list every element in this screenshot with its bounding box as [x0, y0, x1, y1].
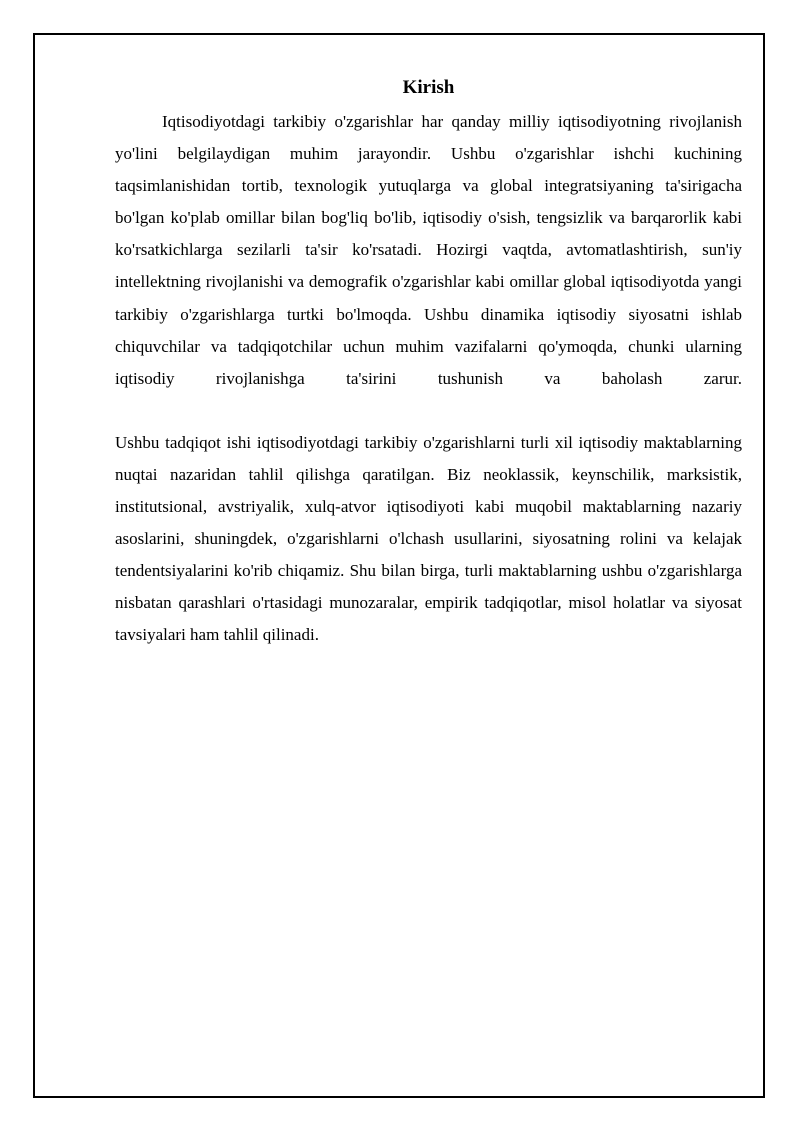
- paragraph-intro: Iqtisodiyotdagi tarkibiy o'zgarishlar har qanday milliy iqtisodiyotning rivojlanish yo'lini belgilaydigan muhim jarayondir. Ushbu o'zgarishlar ishchi kuchining taqsimlanishidan tortib, texnologik yutuqlarga va global integratsiyaning ta'sirigacha bo'lgan ko'plab omillar bilan bog'liq bo'lib, iqtisodiy o'sish, tengsizlik va barqarorlik kabi ko'rsatkichlarga sezilarli ta'sir ko'rsatadi. Hozirgi vaqtda, avtomatlashtirish, sun'iy intellektning rivojlanishi va demografik o'zgarishlar kabi omillar global iqtisodiyotda yangi tarkibiy o'zgarishlarga turtki bo'lmoqda. Ushbu dinamika iqtisodiy siyosatni ishlab chiquvchilar va tadqiqotchilar uchun muhim vazifalarni qo'ymoqda, chunki ularning iqtisodiy rivojlanishga ta'sirini tushunish va baholash zarur.: [115, 112, 742, 388]
- paragraph-research-scope: Ushbu tadqiqot ishi iqtisodiyotdagi tarkibiy o'zgarishlarni turli xil iqtisodiy maktablarning nuqtai nazaridan tahlil qilishga qaratilgan. Biz neoklassik, keynschilik, marksistik, institutsional, avstriyalik, xulq-atvor iqtisodiyoti kabi muqobil maktablarning nazariy asoslarini, shuningdek, o'zgarishlarni o'lchash usullarini, siyosatning rolini va kelajak tendentsiyalarini ko'rib chiqamiz. Shu bilan birga, turli maktablarning ushbu o'zgarishlarga nisbatan qarashlari o'rtasidagi munozaralar, empirik tadqiqotlar, misol holatlar va siyosat tavsiyalari ham tahlil qilinadi.: [115, 432, 742, 645]
- document-body: [115, 74, 742, 652]
- paragraph-gap: [115, 395, 742, 427]
- document-title: Kirish: [402, 77, 455, 98]
